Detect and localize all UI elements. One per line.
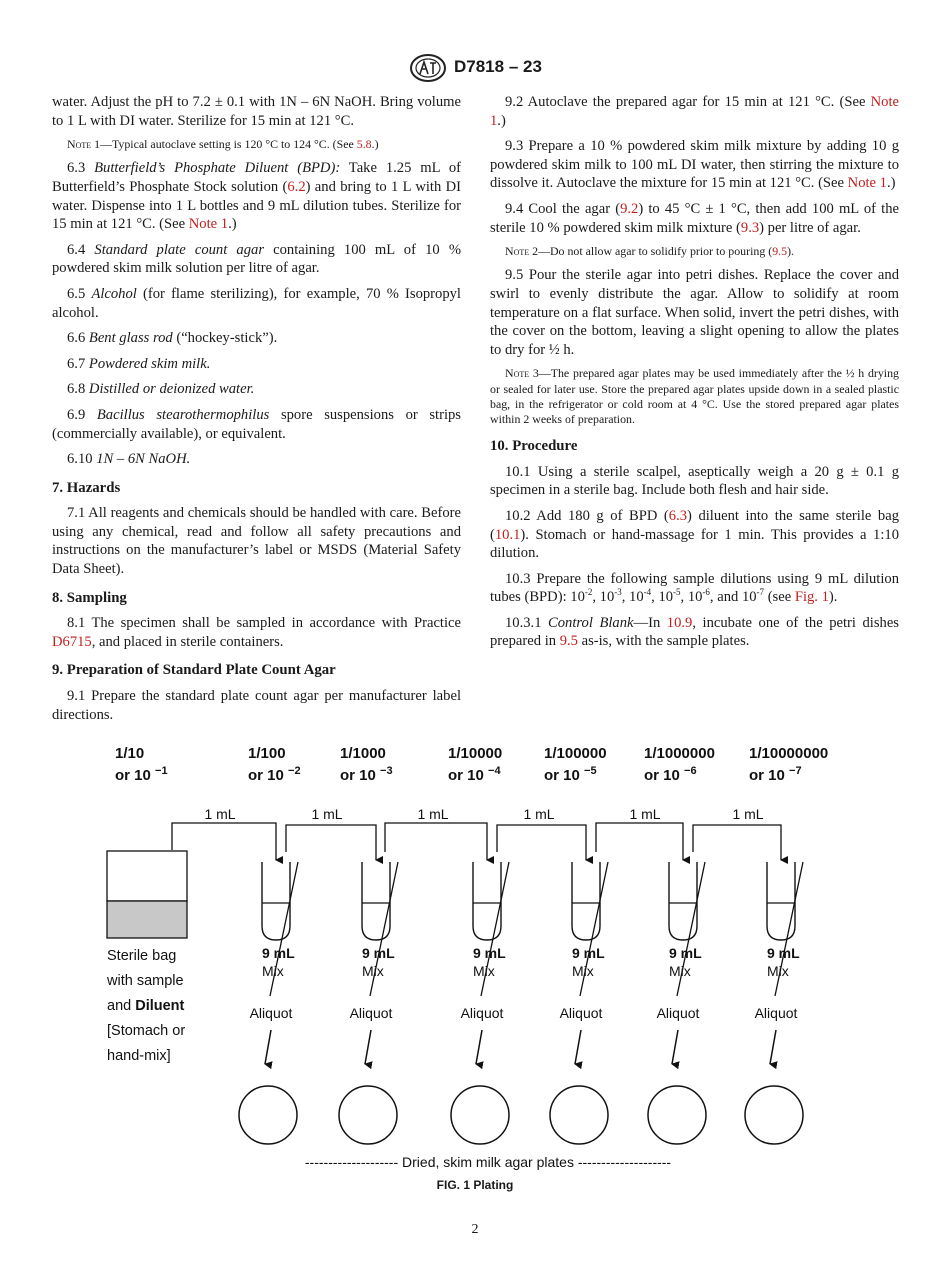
aliquot-label: Aliquot	[460, 1005, 504, 1021]
section-10-3: 10.3 Prepare the following sample dilutions using 9 mL dilution tubes (BPD): $10^{-2}$, $10^{-3}$, $10^{-4}$, $10^{-5}$, $10^{-6}$, and $10^{-7}$ (see Fig. 1).	[490, 570, 899, 606]
agar-plate	[550, 1086, 608, 1144]
aliquot-label: Aliquot	[249, 1005, 293, 1021]
plating-diagram-svg	[100, 740, 880, 1185]
ref-10-1-link[interactable]: 10.1	[494, 526, 521, 543]
sterile-bag-label: [Stomach or	[107, 1023, 186, 1039]
dilution-tube	[669, 862, 697, 940]
paragraph-6-2-cont: water. Adjust the pH to 7.2 ± 0.1 with 1N – 6N NaOH. Bring volume to 1 L with DI water. Sterilize for 15 min at 121 °C.	[52, 94, 461, 129]
ref-note-1-link[interactable]: Note 1	[847, 175, 887, 192]
dilution-exponent-label: or 10 $^{-6}$	[644, 765, 697, 784]
transfer-volume-label: 1 mL	[629, 806, 661, 822]
heading-preparation: 9. Preparation of Standard Plate Count Agar	[52, 662, 336, 679]
note-3: Note 3—The prepared agar plates may be used immediately after the ½ h drying or sealed for later use. Store the prepared agar plates upside down in a sealed plastic bag, in the refrigerator or cold room at 4 °C. Use the stored prepared agar plates within 2 weeks of preparation.	[490, 366, 899, 426]
agar-plate	[451, 1086, 509, 1144]
ref-9-2-link[interactable]: 9.2	[620, 200, 639, 217]
plates-label: -------------------- Dried, skim milk agar plates --------------------	[304, 1154, 672, 1170]
aliquot-arrow	[672, 1030, 678, 1064]
dilution-exponent-label: or 10 $^{-2}$	[248, 765, 301, 784]
ref-d6715-link[interactable]: D6715	[52, 633, 92, 650]
tube-mix-label: Mix	[262, 963, 284, 979]
dilution-ratio-label: 1/10000	[448, 745, 503, 762]
tube-volume-label: 9 mL	[572, 945, 605, 961]
document-designation: D7818 – 23	[454, 57, 542, 76]
section-6-9: 6.9 Bacillus stearothermophilus spore suspensions or strips (commercially available), or equivalent.	[52, 406, 461, 442]
ref-9-3-link[interactable]: 9.3	[740, 219, 760, 236]
heading-sampling: 8. Sampling	[52, 589, 127, 606]
ref-note-1-link[interactable]: Note 1	[490, 94, 899, 129]
agar-plate	[339, 1086, 397, 1144]
tube-volume-label: 9 mL	[767, 945, 800, 961]
sterile-bag-top	[107, 851, 187, 901]
dilution-exponent-label: or 10 $^{-5}$	[544, 765, 597, 784]
dilution-tube	[262, 862, 290, 940]
tube-volume-label: 9 mL	[362, 945, 395, 961]
transfer-volume-label: 1 mL	[417, 806, 449, 822]
section-9-1: 9.1 Prepare the standard plate count agar per manufacturer label directions.	[52, 688, 461, 723]
aliquot-label: Aliquot	[656, 1005, 700, 1021]
aliquot-arrow	[575, 1030, 581, 1064]
tube-mix-label: Mix	[473, 963, 495, 979]
agar-plate	[745, 1086, 803, 1144]
transfer-volume-label: 1 mL	[311, 806, 343, 822]
sterile-bag-label: Sterile bag	[107, 948, 177, 964]
tube-mix-label: Mix	[572, 963, 594, 979]
ref-9-5-link[interactable]: 9.5	[559, 633, 578, 650]
section-6-5: 6.5 Alcohol (for flame sterilizing), for example, 70 % Isopropyl alcohol.	[52, 285, 461, 321]
section-6-3: 6.3 Butterfield’s Phosphate Diluent (BPD): Take 1.25 mL of Butterfield’s Phosphate Stock solution (6.2) and bring to 1 L with DI water. Dispense into 1 L bottles and 9 mL dilution tubes. Sterilize for 15 min at 121 °C. (See Note 1.)	[52, 160, 461, 233]
dilution-exponent-label: or 10 $^{-7}$	[749, 765, 802, 784]
aliquot-label: Aliquot	[349, 1005, 393, 1021]
dilution-tube	[362, 862, 390, 940]
left-column	[52, 93, 461, 731]
dilution-ratio-label: 1/10	[115, 745, 145, 762]
sterile-bag-sample	[107, 901, 187, 938]
astm-logo-icon	[408, 54, 448, 82]
section-9-3: 9.3 Prepare a 10 % powdered skim milk mixture by adding 10 g powdered skim milk to 100 mL DI water, then stirring the mixture to dissolve it. Autoclave the mixture for 15 min at 121 °C. (See Note 1.)	[490, 138, 899, 192]
page-number: 2	[471, 1222, 479, 1237]
tube-volume-label: 9 mL	[669, 945, 702, 961]
aliquot-label: Aliquot	[754, 1005, 798, 1021]
section-10-1: 10.1 Using a sterile scalpel, aseptically weigh a 20 g ± 0.1 g specimen in a sterile bag. Include both flesh and hair side.	[490, 463, 899, 499]
agar-plate	[239, 1086, 297, 1144]
section-9-2: 9.2 Autoclave the prepared agar for 15 min at 121 °C. (See Note 1.)	[490, 94, 899, 129]
page-header	[0, 54, 950, 84]
transfer-volume-label: 1 mL	[732, 806, 764, 822]
dilution-exponent-label: or 10 $^{-1}$	[115, 765, 168, 784]
ref-6-2-link[interactable]: 6.2	[287, 178, 306, 195]
tube-mix-label: Mix	[362, 963, 384, 979]
sterile-bag-label: hand-mix]	[107, 1048, 171, 1064]
note-1: Note 1—Typical autoclave setting is 120 °C to 124 °C. (See 5.8.)	[67, 137, 379, 152]
aliquot-arrow	[265, 1030, 271, 1064]
aliquot-arrow	[770, 1030, 776, 1064]
ref-9-5-link[interactable]: 9.5	[772, 244, 788, 259]
aliquot-arrow	[476, 1030, 482, 1064]
section-6-10: 6.10 1N – 6N NaOH.	[67, 451, 191, 468]
section-10-3-1: 10.3.1 Control Blank—In 10.9, incubate one of the petri dishes prepared in 9.5 as-is, with the sample plates.	[490, 614, 899, 650]
tube-volume-label: 9 mL	[262, 945, 295, 961]
figure-caption: FIG. 1 Plating	[436, 1178, 514, 1192]
dilution-ratio-label: 1/10000000	[749, 745, 829, 762]
dilution-ratio-label: 1/1000000	[644, 745, 715, 762]
transfer-volume-label: 1 mL	[204, 806, 236, 822]
transfer-line	[596, 823, 683, 860]
tube-mix-label: Mix	[767, 963, 789, 979]
dilution-tube	[572, 862, 600, 940]
dilution-tube	[767, 862, 795, 940]
dilution-exponent-label: or 10 $^{-4}$	[448, 765, 501, 784]
section-9-5: 9.5 Pour the sterile agar into petri dishes. Replace the cover and swirl to evenly distribute the agar. Allow to solidify at room temperature on a flat surface. When solid, invert the petri dishes, with the cover on the bottom, leaving a slight opening to allow the plates to dry for ½ h.	[490, 267, 899, 358]
transfer-line	[693, 825, 781, 860]
sterile-bag-label: with sample	[107, 973, 184, 989]
transfer-line	[497, 825, 586, 860]
ref-fig-1-link[interactable]: Fig. 1	[794, 589, 829, 606]
sterile-bag-label: and Diluent	[107, 998, 185, 1014]
tube-volume-label: 9 mL	[473, 945, 506, 961]
section-6-6: 6.6 Bent glass rod (“hockey-stick”).	[67, 330, 278, 347]
figure-plating-diagram	[100, 740, 880, 1185]
section-8-1: 8.1 The specimen shall be sampled in accordance with Practice D6715, and placed in sterile containers.	[52, 615, 461, 650]
section-6-7: 6.7 Powdered skim milk.	[67, 355, 211, 372]
transfer-line	[385, 823, 487, 860]
transfer-line	[286, 825, 376, 860]
dilution-tube	[473, 862, 501, 940]
section-6-8: 6.8 Distilled or deionized water.	[67, 381, 255, 398]
tube-mix-label: Mix	[669, 963, 691, 979]
section-10-2: 10.2 Add 180 g of BPD (6.3) diluent into the same sterile bag (10.1). Stomach or hand-massage for 1 min. This provides a 1:10 dilution.	[490, 507, 899, 562]
transfer-volume-label: 1 mL	[523, 806, 555, 822]
agar-plate	[648, 1086, 706, 1144]
dilution-ratio-label: 1/100	[248, 745, 286, 762]
heading-hazards: 7. Hazards	[52, 479, 121, 496]
section-6-4: 6.4 Standard plate count agar containing 100 mL of 10 % powdered skim milk solution per litre of agar.	[52, 241, 462, 277]
aliquot-label: Aliquot	[559, 1005, 603, 1021]
ref-5-8-link[interactable]: 5.8	[356, 137, 372, 152]
dilution-exponent-label: or 10 $^{-3}$	[340, 765, 393, 784]
right-column	[490, 93, 899, 658]
ref-10-9-link[interactable]: 10.9	[666, 614, 693, 631]
dilution-ratio-label: 1/100000	[544, 745, 607, 762]
note-2: Note 2—Do not allow agar to solidify prior to pouring (9.5).	[505, 244, 795, 259]
dilution-ratio-label: 1/1000	[340, 745, 386, 762]
ref-note-1-link[interactable]: Note 1	[188, 216, 229, 233]
heading-procedure: 10. Procedure	[490, 438, 578, 455]
ref-6-3-link[interactable]: 6.3	[668, 507, 688, 524]
aliquot-arrow	[365, 1030, 371, 1064]
section-7-1: 7.1 All reagents and chemicals should be handled with care. Before using any chemical, read and follow all safety precautions and instructions on the manufacturer’s label or MSDS (Material Safety Data Sheet).	[52, 505, 461, 578]
section-9-4: 9.4 Cool the agar (9.2) to 45 °C ± 1 °C, then add 100 mL of the sterile 10 % powdered skim milk mixture (9.3) per litre of agar.	[490, 200, 899, 236]
